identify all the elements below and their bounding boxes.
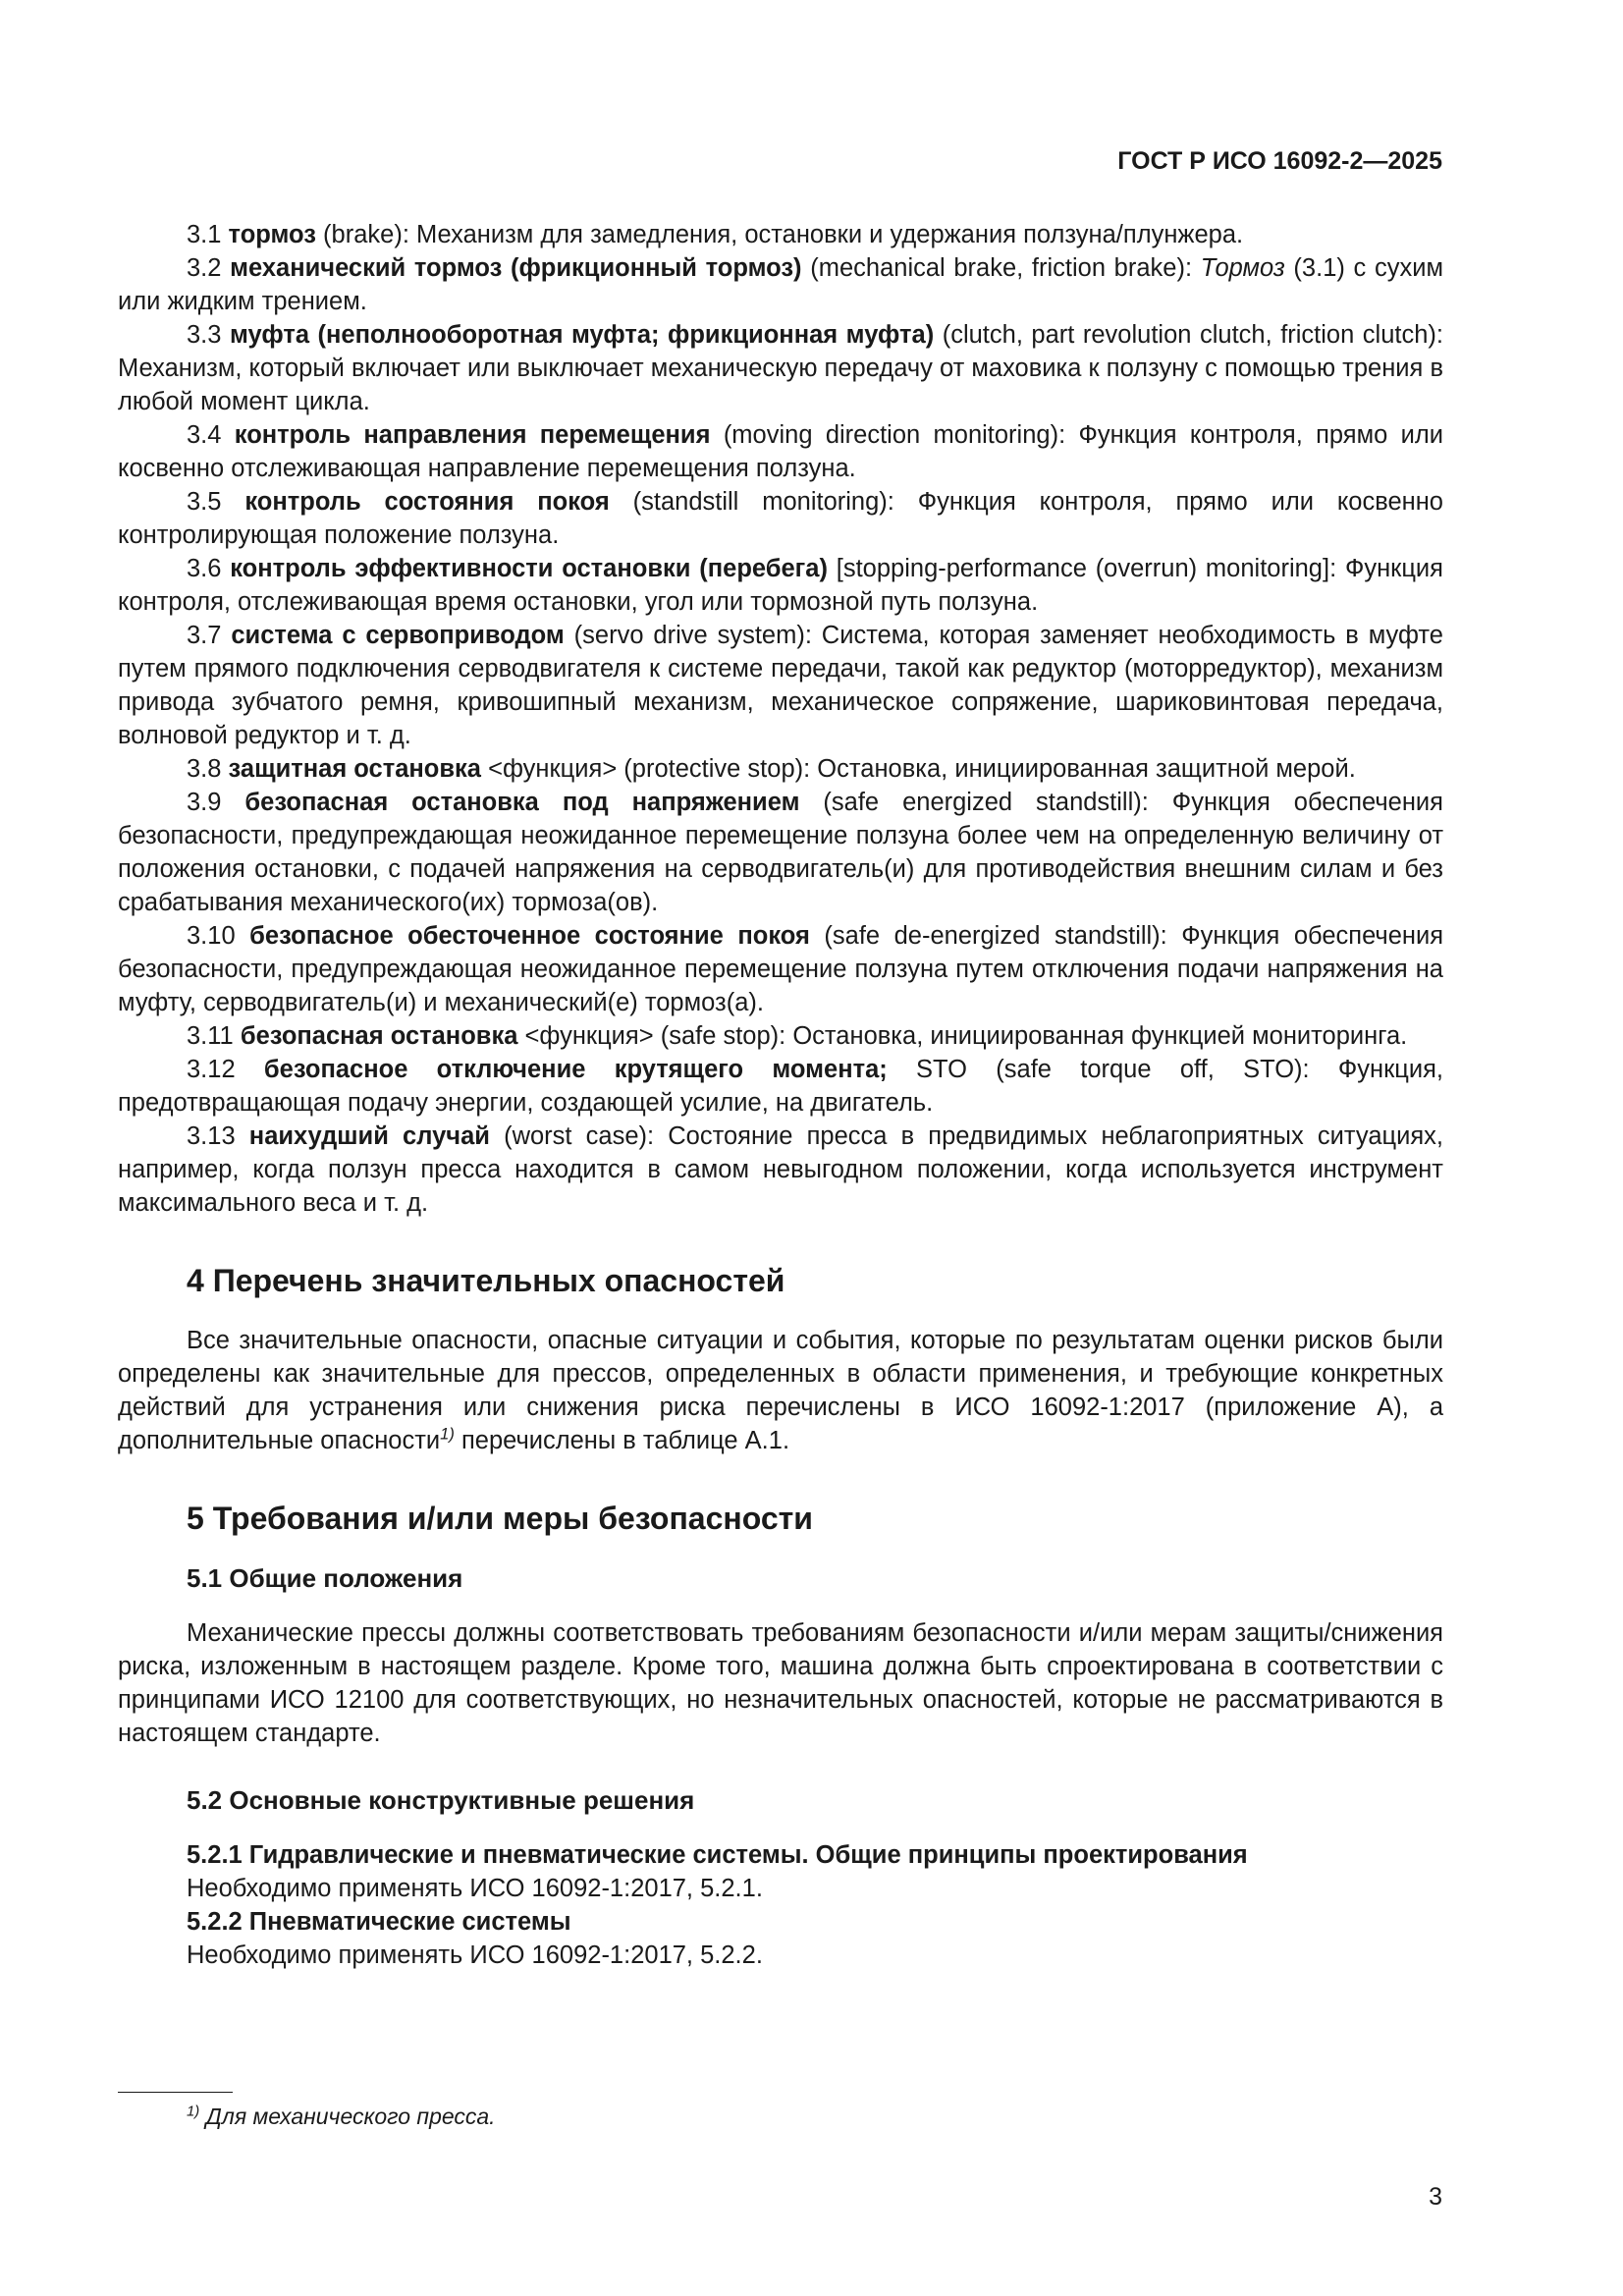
definition-3-11: [118, 1019, 1443, 1053]
definition-text: (3.1) с сухим или жидким трением.: [118, 254, 1443, 315]
definition-text: (clutch, part revolution clutch, friction clutch): Механизм, который включает или выключает механическую передачу от маховика к ползуну с помощью трения в любой момент цикла.: [118, 321, 1444, 415]
definition-term: защитная остановка: [228, 755, 481, 783]
definition-3-1: [118, 218, 1443, 251]
definition-number: 3.5: [187, 488, 222, 516]
definition-term: контроль состояния покоя: [244, 488, 610, 516]
definition-term: безопасное отключение крутящего момента;: [263, 1056, 888, 1083]
footnote-separator: [118, 2092, 233, 2093]
definition-3-4: [118, 418, 1443, 485]
definition-text: (safe de-energized standstill): Функция обеспечения безопасности, предупреждающая неожиданное перемещение ползуна путем отключения подачи напряжения на муфту, серводвигатель(и) и механический(е) тормоз(а).: [118, 922, 1444, 1016]
subsection-5-2-title: 5.2 Основные конструктивные решения: [187, 1785, 695, 1815]
definition-term: контроль направления перемещения: [234, 421, 711, 449]
definition-3-2: [118, 251, 1443, 318]
definition-3-6: [118, 552, 1443, 619]
definition-text: (brake): Механизм для замедления, остановки и удержания ползуна/плунжера.: [315, 221, 1244, 248]
definition-reference: Тормоз: [1200, 254, 1285, 282]
footnote-mark: 1): [187, 2103, 200, 2120]
section-5-title: 5 Требования и/или меры безопасности: [187, 1501, 813, 1536]
definition-text: (moving direction monitoring): Функция контроля, прямо или косвенно отслеживающая направление перемещения ползуна.: [118, 421, 1444, 482]
definition-term: система с сервоприводом: [231, 622, 565, 649]
definition-term: безопасная остановка под напряжением: [244, 789, 800, 816]
definition-3-8: [118, 752, 1443, 786]
page-content: [118, 218, 1443, 1972]
definition-text: [stopping-performance (overrun) monitoring]: Функция контроля, отслеживающая время остановки, угол или тормозной путь ползуна.: [118, 555, 1443, 616]
definition-term: безопасная остановка: [240, 1022, 518, 1050]
definition-text: (mechanical brake, friction brake):: [801, 254, 1201, 282]
definition-term: тормоз: [228, 221, 316, 248]
definition-3-9: [118, 786, 1443, 919]
definition-3-13: [118, 1120, 1443, 1220]
definition-number: 3.3: [187, 321, 222, 349]
subsection-5-2-1-title: 5.2.1 Гидравлические и пневматические системы. Общие принципы проектирования: [187, 1841, 1248, 1869]
subsection-5-2-2-text: Необходимо применять ИСО 16092-1:2017, 5.2.2.: [187, 1941, 763, 1969]
definition-term: наихудший случай: [248, 1122, 490, 1150]
subsection-5-2-2-title: 5.2.2 Пневматические системы: [187, 1908, 571, 1936]
footnote-text: Для механического пресса.: [199, 2104, 496, 2129]
definition-term: безопасное обесточенное состояние покоя: [249, 922, 810, 950]
definition-3-10: [118, 919, 1443, 1019]
definition-text: (safe energized standstill): Функция обеспечения безопасности, предупреждающая неожиданное перемещение ползуна более чем на определенную величину от положения остановки, с подачей напряжения на серводвигатель(и) для противодействия внешним силам и без срабатывания механического(их) тормоза(ов).: [118, 789, 1443, 916]
definition-term: механический тормоз (фрикционный тормоз): [230, 254, 802, 282]
definition-number: 3.2: [187, 254, 222, 282]
definition-text: (worst case): Состояние пресса в предвидимых неблагоприятных ситуациях, например, когда ползун пресса находится в самом невыгодном положении, когда используется инструмент максимального веса и т. д.: [118, 1122, 1444, 1217]
definition-number: 3.13: [187, 1122, 236, 1150]
paragraph-text: Все значительные опасности, опасные ситуации и события, которые по результатам оценки рисков были определены как значительные для прессов, определенных в области применения, и требующие конкретных действий для устранения или снижения риска перечислены в ИСО 16092-1:2017 (приложение А), а дополнительные опасности: [118, 1327, 1443, 1454]
footnote: [187, 2104, 496, 2130]
definition-number: 3.10: [187, 922, 236, 950]
definition-term: контроль эффективности остановки (перебега): [230, 555, 828, 582]
definition-text: <функция> (safe stop): Остановка, инициированная функцией мониторинга.: [517, 1022, 1408, 1050]
definition-text: STO (safe torque off, STO): Функция, предотвращающая подачу энергии, создающей усилие, на двигатель.: [118, 1056, 1443, 1117]
definition-3-3: [118, 318, 1443, 418]
subsection-5-2-1-text: Необходимо применять ИСО 16092-1:2017, 5.2.1.: [187, 1875, 763, 1902]
definition-number: 3.11: [187, 1022, 234, 1050]
definition-number: 3.4: [187, 421, 222, 449]
definition-number: 3.12: [187, 1056, 236, 1083]
definition-3-12: [118, 1053, 1443, 1120]
definition-number: 3.6: [187, 555, 222, 582]
document-header: ГОСТ Р ИСО 16092-2—2025: [1117, 147, 1442, 175]
definition-text: (standstill monitoring): Функция контроля, прямо или косвенно контролирующая положение ползуна.: [118, 488, 1443, 549]
section-4-paragraph: [118, 1324, 1443, 1457]
definition-term: муфта (неполнооборотная муфта; фрикционная муфта): [229, 321, 935, 349]
subsection-5-1-text: Механические прессы должны соответствовать требованиям безопасности и/или мерам защиты/снижения риска, изложенным в настоящем разделе. Кроме того, машина должна быть спроектирована в соответствии с принципами ИСО 12100 для соответствующих, но незначительных опасностей, которые не рассматриваются в настоящем стандарте.: [118, 1619, 1443, 1747]
definition-text: <функция> (protective stop): Остановка, инициированная защитной мерой.: [481, 755, 1356, 783]
subsection-5-1-title: 5.1 Общие положения: [187, 1563, 463, 1593]
page-number: 3: [1429, 2183, 1442, 2211]
definition-number: 3.1: [187, 221, 222, 248]
section-4-title: 4 Перечень значительных опасностей: [187, 1263, 785, 1298]
paragraph-text: перечислены в таблице А.1.: [454, 1427, 790, 1454]
definition-text: (servo drive system): Система, которая заменяет необходимость в муфте путем прямого подключения серводвигателя к системе передачи, такой как редуктор (моторредуктор), механизм привода зубчатого ремня, кривошипный механизм, механическое сопряжение, шариковинтовая передача, волновой редуктор и т. д.: [118, 622, 1443, 749]
definition-3-5: [118, 485, 1443, 552]
definition-number: 3.9: [187, 789, 222, 816]
definition-number: 3.7: [187, 622, 222, 649]
footnote-reference[interactable]: 1): [440, 1424, 455, 1444]
definition-number: 3.8: [187, 755, 222, 783]
definition-3-7: [118, 619, 1443, 752]
